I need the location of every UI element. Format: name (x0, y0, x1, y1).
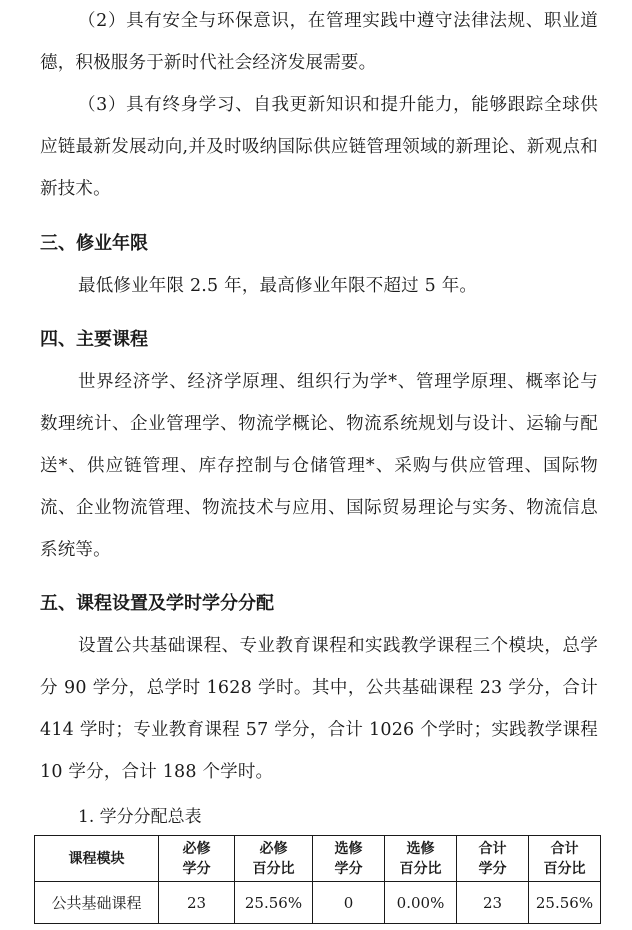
header-elective-percent: 选修 百分比 (385, 836, 457, 882)
cell-module-name: 公共基础课程 (35, 882, 159, 924)
credit-distribution-table (34, 835, 601, 924)
header-course-module: 课程模块 (35, 836, 159, 882)
header-required-percent: 必修 百分比 (235, 836, 313, 882)
table-row (35, 882, 601, 924)
section-3-heading: 三、修业年限 (40, 233, 148, 254)
table-header-row (35, 836, 601, 882)
section-4-heading: 四、主要课程 (40, 329, 148, 350)
objective-item-2: （2）具有安全与环保意识，在管理实践中遵守法律法规、职业道德，积极服务于新时代社会经济发展需要。 (40, 11, 598, 73)
objective-item-3: （3）具有终身学习、自我更新知识和提升能力，能够跟踪全球供应链最新发展动向,并及时吸纳国际供应链管理领域的新理论、新观点和新技术。 (40, 95, 598, 199)
table-caption: 1. 学分分配总表 (78, 807, 202, 827)
header-elective-credits: 选修 学分 (313, 836, 385, 882)
cell-total-credits: 23 (457, 882, 529, 924)
header-total-credits: 合计 学分 (457, 836, 529, 882)
header-total-percent: 合计 百分比 (529, 836, 601, 882)
section-4-body: 世界经济学、经济学原理、组织行为学*、管理学原理、概率论与数理统计、企业管理学、物流学概论、物流系统规划与设计、运输与配送*、供应链管理、库存控制与仓储管理*、采购与供应管理、国际物流、企业物流管理、物流技术与应用、国际贸易理论与实务、物流信息系统等。 (40, 372, 598, 560)
section-3-body: 最低修业年限 2.5 年，最高修业年限不超过 5 年。 (78, 276, 478, 296)
section-5-heading: 五、课程设置及学时学分分配 (40, 593, 274, 614)
section-5-body: 设置公共基础课程、专业教育课程和实践教学课程三个模块，总学分 90 学分，总学时 1628 学时。其中，公共基础课程 23 学分，合计 414 学时；专业教育课程 57 学分，合计 1026 个学时；实践教学课程 10 学分，合计 188 个学时。 (40, 636, 598, 782)
cell-total-percent: 25.56% (529, 882, 601, 924)
cell-required-credits: 23 (159, 882, 235, 924)
header-required-credits: 必修 学分 (159, 836, 235, 882)
cell-elective-percent: 0.00% (385, 882, 457, 924)
cell-elective-credits: 0 (313, 882, 385, 924)
cell-required-percent: 25.56% (235, 882, 313, 924)
